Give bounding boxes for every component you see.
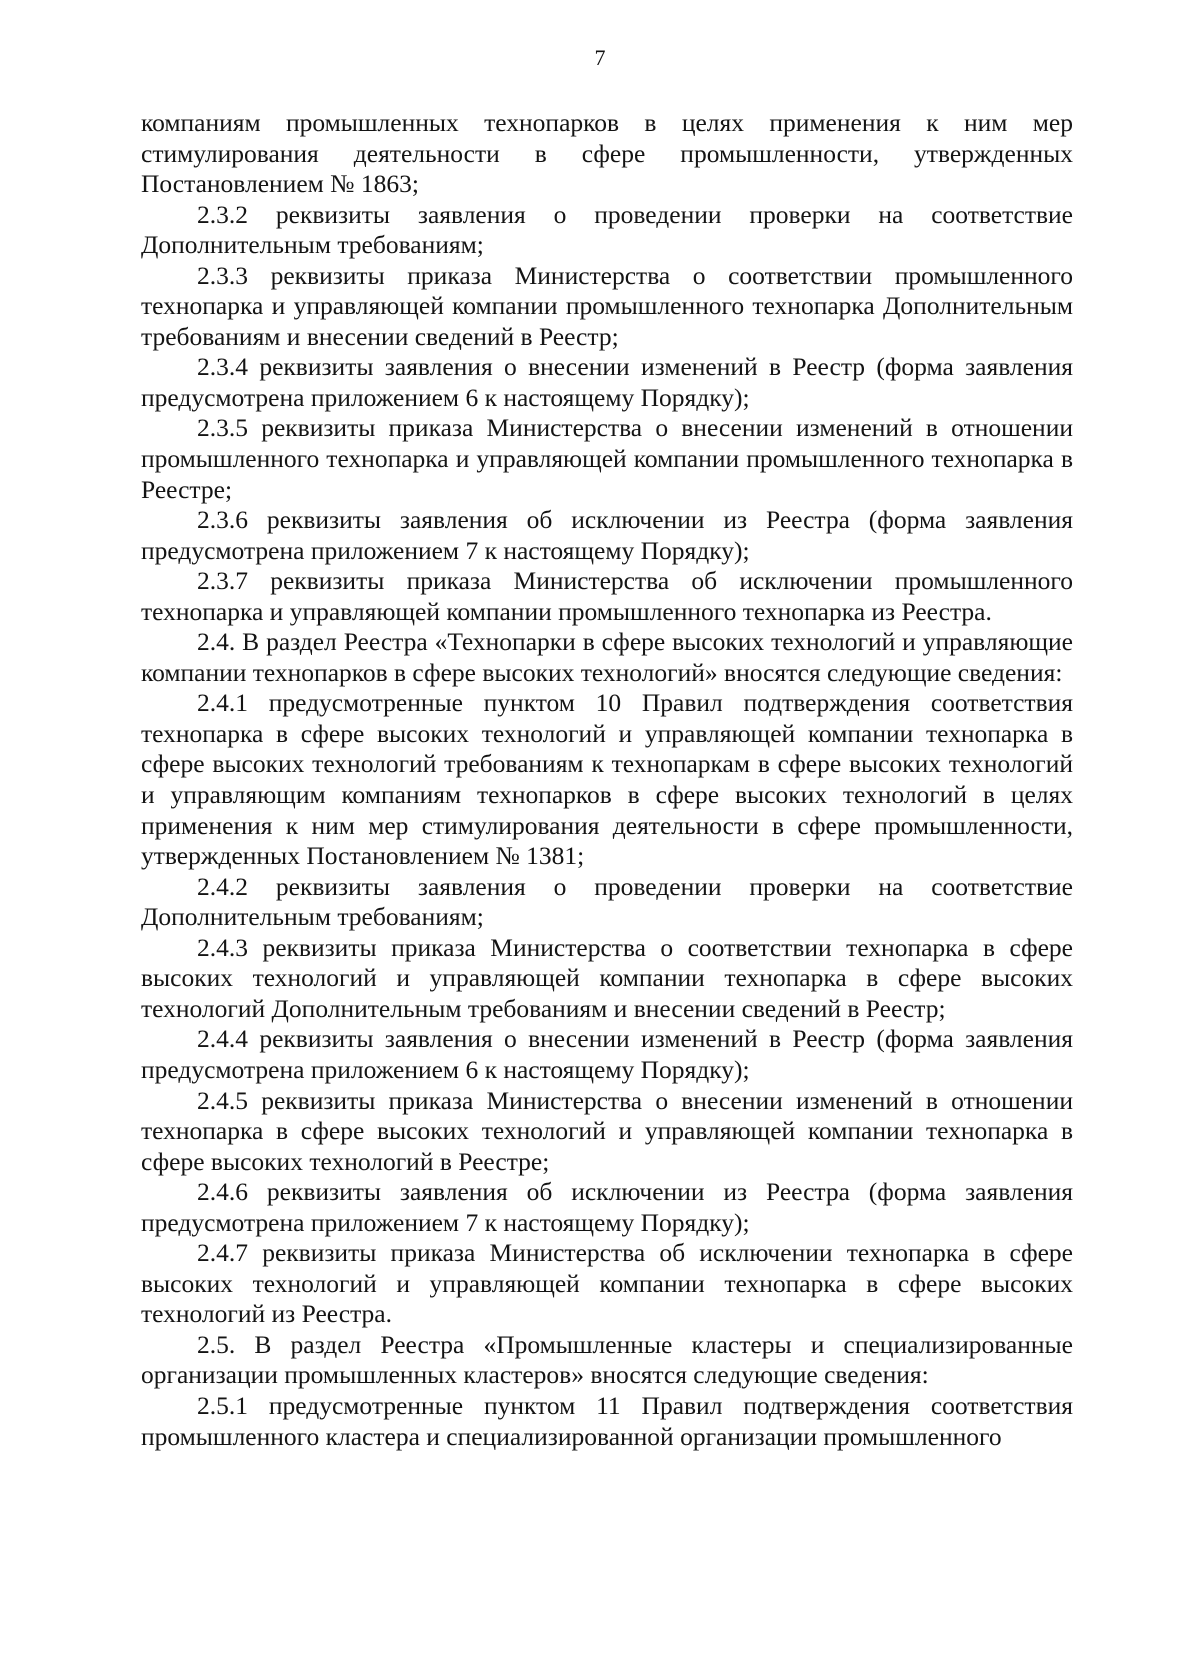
paragraph-2-4-7: 2.4.7 реквизиты приказа Министерства об исключении технопарка в сфере высоких технологий и управляющей компании технопарка в сфере высоких технологий из Реестра. [141, 1238, 1073, 1329]
paragraph-2-3-5: 2.3.5 реквизиты приказа Министерства о внесении изменений в отношении промышленного технопарка и управляющей компании промышленного технопарка в Реестре; [141, 413, 1073, 504]
paragraph-2-4-2: 2.4.2 реквизиты заявления о проведении проверки на соответствие Дополнительным требованиям; [141, 871, 1073, 932]
paragraph-2-3-2: 2.3.2 реквизиты заявления о проведении проверки на соответствие Дополнительным требованиям; [141, 199, 1073, 260]
paragraph-2-3-6: 2.3.6 реквизиты заявления об исключении из Реестра (форма заявления предусмотрена приложением 7 к настоящему Порядку); [141, 505, 1073, 565]
document-body [141, 108, 1073, 1452]
paragraph-2-4-1: 2.4.1 предусмотренные пунктом 10 Правил подтверждения соответствия технопарка в сфере высоких технологий и управляющей компании технопарка в сфере высоких технологий требованиям к технопаркам в сфере высоких технологий и управляющим компаниям технопарков в сфере высоких технологий в целях применения к ним мер стимулирования деятельности в сфере промышленности, утвержденных Постановлением № 1381; [141, 688, 1073, 871]
paragraph-2-3-4: 2.3.4 реквизиты заявления о внесении изменений в Реестр (форма заявления предусмотрена приложением 6 к настоящему Порядку); [141, 352, 1073, 412]
paragraph-2-4-6: 2.4.6 реквизиты заявления об исключении из Реестра (форма заявления предусмотрена приложением 7 к настоящему Порядку); [141, 1177, 1073, 1237]
paragraph-2-4-5: 2.4.5 реквизиты приказа Министерства о внесении изменений в отношении технопарка в сфере высоких технологий и управляющей компании технопарка в сфере высоких технологий в Реестре; [141, 1085, 1073, 1176]
paragraph-continuation: компаниям промышленных технопарков в целях применения к ним мер стимулирования деятельности в сфере промышленности, утвержденных Постановлением № 1863; [141, 108, 1073, 199]
paragraph-2-3-3: 2.3.3 реквизиты приказа Министерства о соответствии промышленного технопарка и управляющей компании промышленного технопарка Дополнительным требованиям и внесении сведений в Реестр; [141, 260, 1073, 351]
paragraph-2-3-7: 2.3.7 реквизиты приказа Министерства об исключении промышленного технопарка и управляющей компании промышленного технопарка из Реестра. [141, 566, 1073, 626]
paragraph-2-4: 2.4. В раздел Реестра «Технопарки в сфере высоких технологий и управляющие компании технопарков в сфере высоких технологий» вносятся следующие сведения: [141, 627, 1073, 687]
paragraph-2-5: 2.5. В раздел Реестра «Промышленные кластеры и специализированные организации промышленных кластеров» вносятся следующие сведения: [141, 1329, 1073, 1390]
paragraph-2-4-4: 2.4.4 реквизиты заявления о внесении изменений в Реестр (форма заявления предусмотрена приложением 6 к настоящему Порядку); [141, 1024, 1073, 1084]
page-number: 7 [594, 45, 606, 70]
paragraph-2-4-3: 2.4.3 реквизиты приказа Министерства о соответствии технопарка в сфере высоких технологий и управляющей компании технопарка в сфере высоких технологий Дополнительным требованиям и внесении сведений в Реестр; [141, 932, 1073, 1023]
paragraph-2-5-1: 2.5.1 предусмотренные пунктом 11 Правил подтверждения соответствия промышленного кластера и специализированной организации промышленного [141, 1390, 1073, 1451]
